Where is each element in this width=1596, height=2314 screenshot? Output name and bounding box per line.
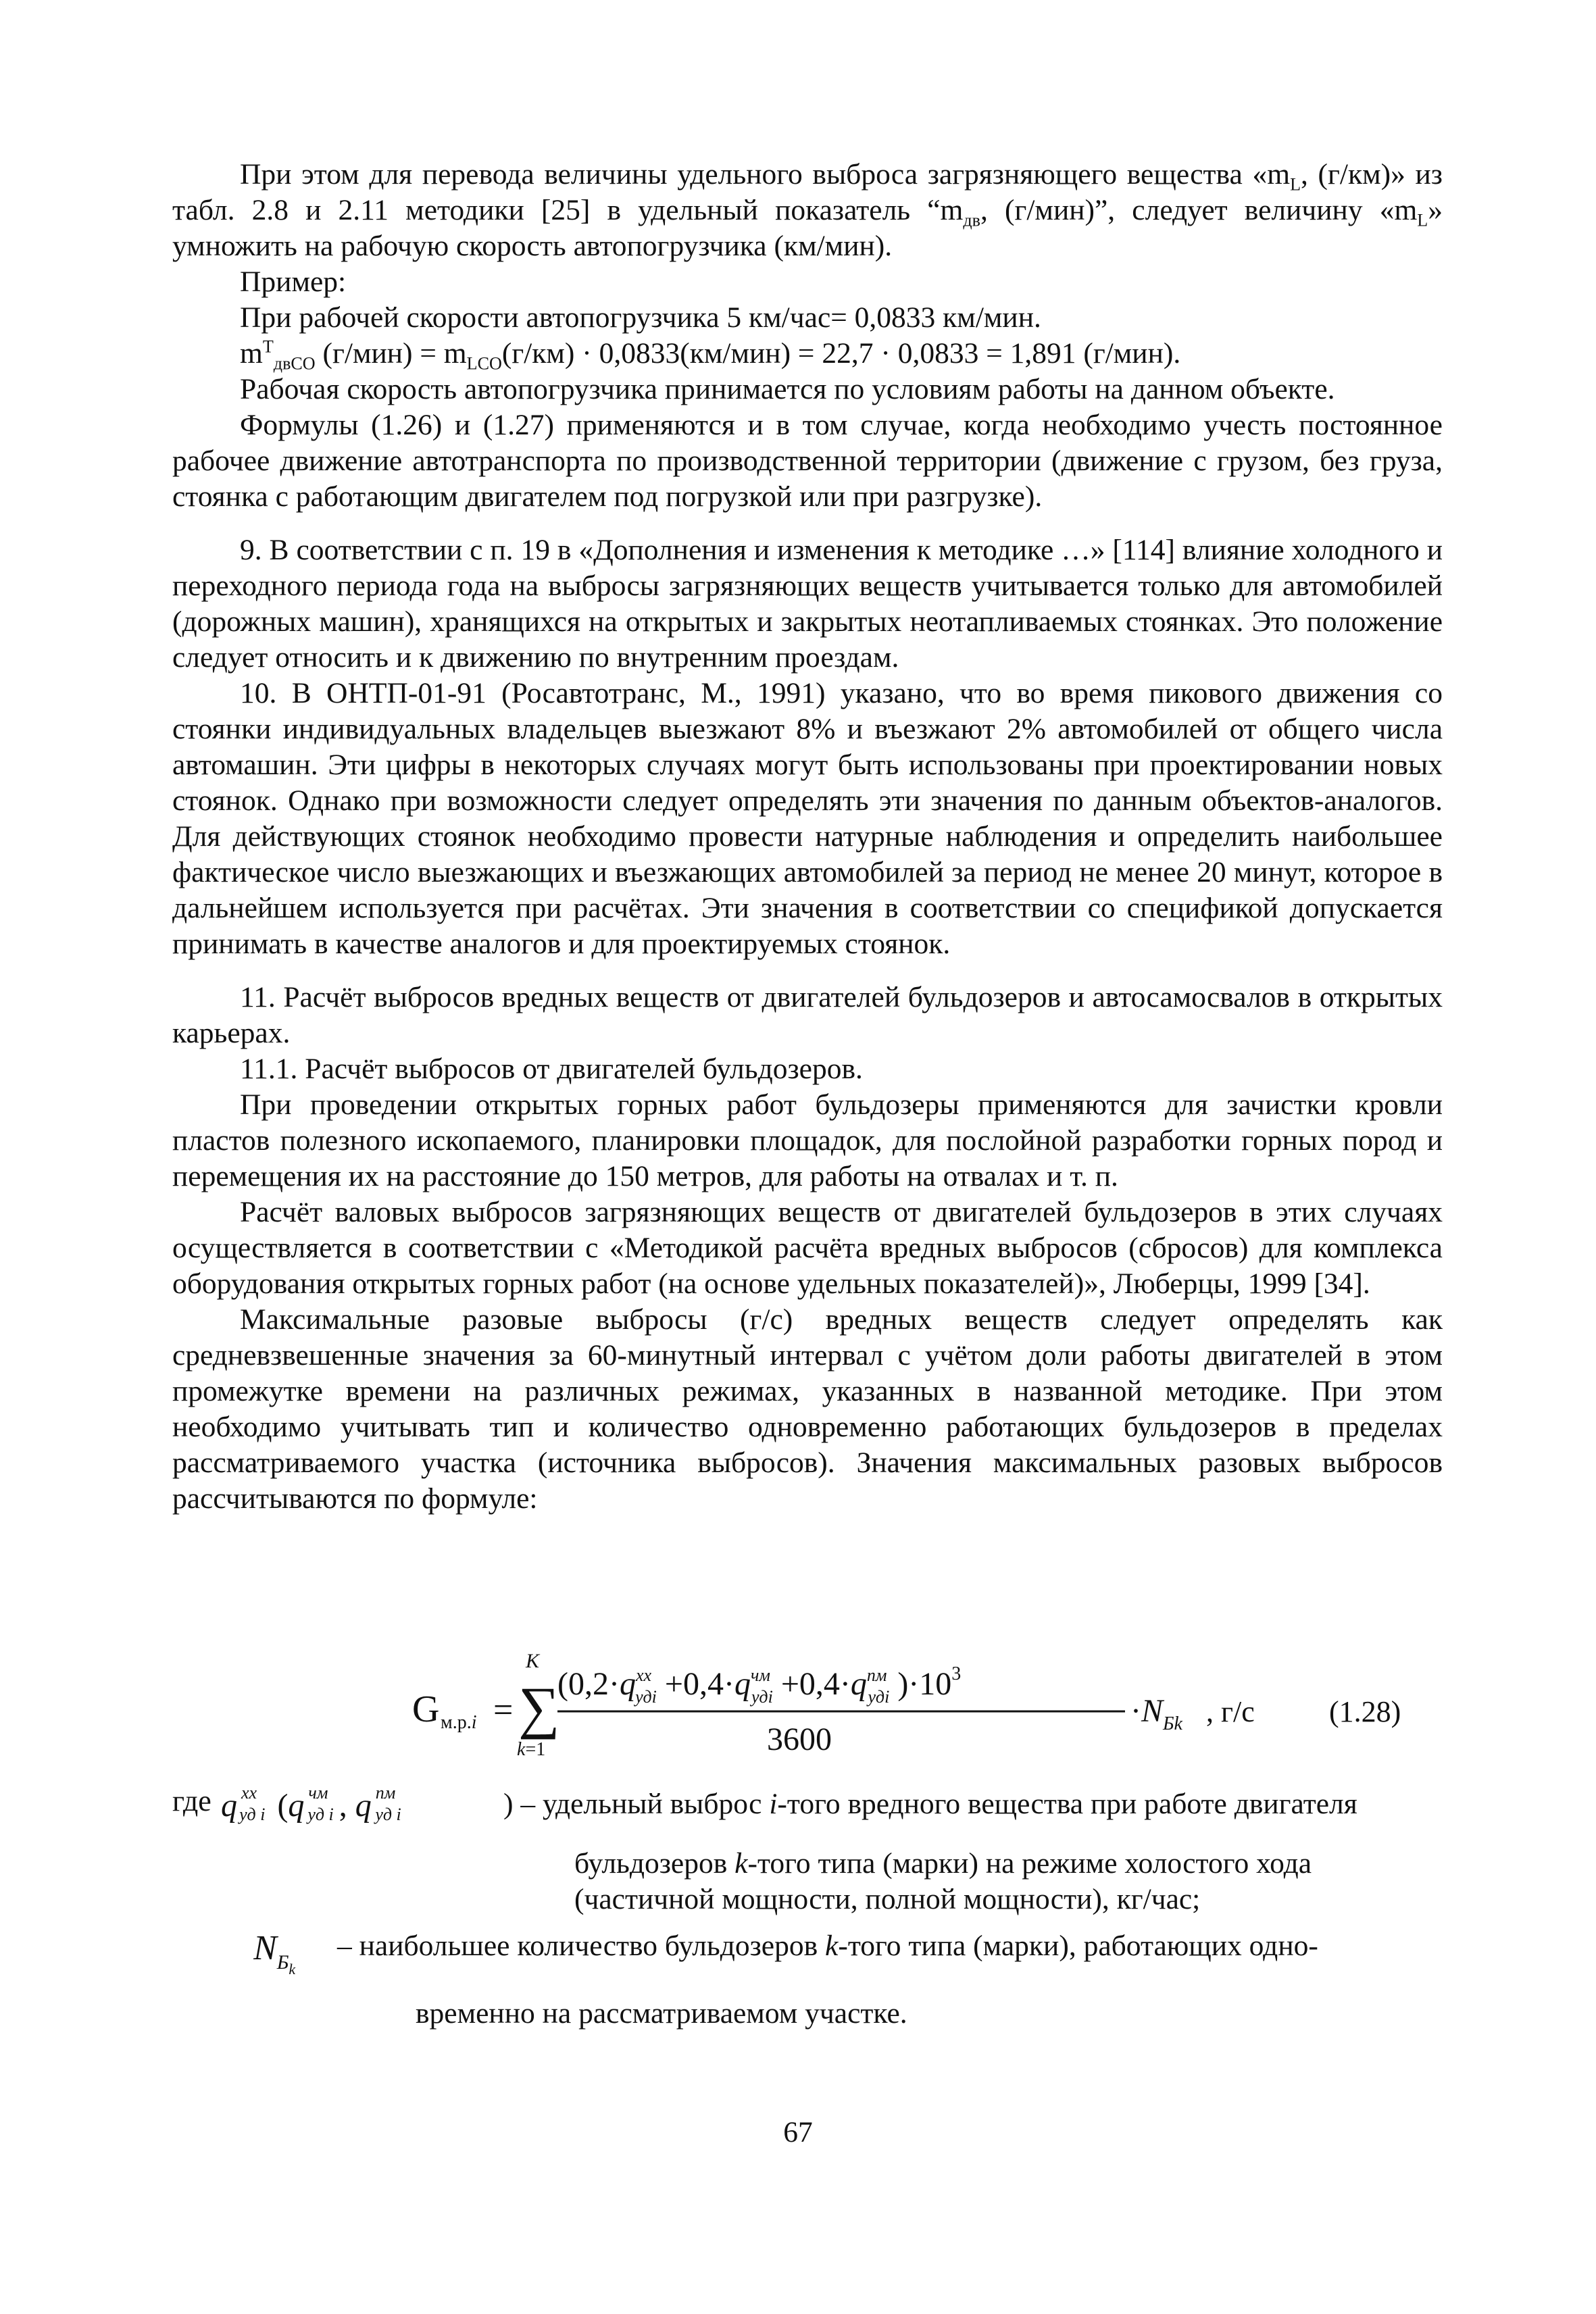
where-desc-1-line-2: бульдозеров k-того типа (марки) на режиме холостого хода	[574, 1847, 1312, 1880]
paragraph-max-emissions: Максимальные разовые выбросы (г/с) вредных веществ следует определять как средневзвешенные значения за 60-минутный интервал с учётом доли работы двигателей в этом промежутке времени на различных режимах, указанных в названной методике. При этом необходимо учитывать тип и количество одновременно работающих бульдозеров в пределах рассматриваемого участка (источника выбросов). Значения максимальных разовых выбросов рассчитываются по формуле:	[172, 1303, 1443, 1515]
paragraph-example-speed: При рабочей скорости автопогрузчика 5 км/час= 0,0833 км/мин.	[240, 301, 1041, 334]
paragraph-conversion: При этом для перевода величины удельного выброса загрязняющего вещества «$m_L$, (г/км)» из табл. 2.8 и 2.11 методики [25] в удельный показатель “$m_{дв}$, (г/мин)”, следует величину «$m_L$» умножить на рабочую скорость автопогрузчика (км/мин).	[172, 158, 1443, 262]
formula-lhs-subscript: м.р.i	[441, 1712, 477, 1733]
where-block	[172, 1784, 1443, 2032]
formula-equals: =	[493, 1691, 514, 1730]
formula-numerator: ($0,2\cdot q^{xx}$ удi $+0,4\cdot q^{чм}$ удi $+0,4\cdot q^{пм}$ удi )$\cdot 10^3$	[557, 1663, 962, 1707]
formula-units: , г/с	[1206, 1695, 1255, 1728]
where-desc-1-line-1: ) – удельный выброс i-того вредного вещества при работе двигателя	[503, 1788, 1357, 1820]
where-row-n	[172, 1924, 1443, 1978]
formula-sum-upper: K	[526, 1650, 540, 1672]
where-desc-2-line-2: временно на рассматриваемом участке.	[416, 1997, 907, 2030]
formula-lhs-G: G	[412, 1688, 440, 1730]
paragraph-example-calc: $m^T_{двCO}$ $(г/мин) = m_{LCO}(г/км) \cdot 0,0833(км/мин) = 22,7 \cdot 0,0833 = 1,891$ (г/мин).	[240, 336, 1181, 374]
paragraph-bulldozers-usage: При проведении открытых горных работ бульдозеры применяются для зачистки кровли пластов полезного ископаемого, планировки площадок, для послойной разработки горных пород и перемещения их на расстояние до 150 метров, для работы на отвалах и т. п.	[172, 1088, 1443, 1192]
paragraph-speed-condition: Рабочая скорость автопогрузчика принимается по условиям работы на данном объекте.	[240, 373, 1335, 405]
formula-1-28	[172, 1627, 1443, 1769]
formula-number: (1.28)	[1329, 1695, 1401, 1728]
formula-sum-lower: k=1	[517, 1739, 546, 1760]
paragraph-item-9: 9. В соответствии с п. 19 в «Дополнения и изменения к методике …» [114] влияние холодного и переходного периода года на выбросы загрязняющих веществ учитывается только для автомобилей (дорожных машин), хранящихся на открытых и закрытых неотапливаемых стоянках. Это положение следует относить и к движению по внутренним проездам.	[172, 534, 1443, 674]
where-symbols: q $^{xx}$ уд i (q $^{чм}$ уд i , q $^{пм}$ уд i	[221, 1784, 401, 1824]
paragraph-item-11-1: 11.1. Расчёт выбросов от двигателей бульдозеров.	[240, 1053, 863, 1085]
paragraph-formulas-applied: Формулы (1.26) и (1.27) применяются и в том случае, когда необходимо учесть постоянное рабочее движение автотранспорта по производственной территории (движение с грузом, без груза, стоянка с работающим двигателем под погрузкой или при разгрузке).	[172, 409, 1443, 513]
page-number: 67	[783, 2116, 813, 2148]
formula-denominator: 3600	[767, 1721, 832, 1757]
where-row-q	[172, 1784, 1443, 1828]
where-desc-1-continuation	[172, 1828, 1443, 1917]
formula-factor: $\cdot N_{Бk}$	[1130, 1693, 1182, 1734]
top-section	[172, 157, 1443, 1517]
where-desc-1-line-3: (частичной мощности, полной мощности), кг/час;	[574, 1883, 1201, 1915]
where-lead: где	[172, 1784, 211, 1817]
paragraph-item-11: 11. Расчёт выбросов вредных веществ от двигателей бульдозеров и автосамосвалов в открытых карьерах.	[172, 981, 1443, 1049]
paragraph-example-label: Пример:	[240, 266, 347, 298]
svg-text:NБk: $N_Бk$	[253, 1929, 296, 1978]
where-desc-2-line-1: – наибольшее количество бульдозеров k-того типа (марки), работающих одно-	[337, 1930, 1318, 1962]
paragraph-gross-emissions: Расчёт валовых выбросов загрязняющих веществ от двигателей бульдозеров в этих случаях осуществляется в соответствии с «Методикой расчёта вредных выбросов (сбросов) для комплекса оборудования открытых горных работ (на основе удельных показателей)», Люберцы, 1999 [34].	[172, 1196, 1443, 1300]
formula-graphic	[172, 1627, 1443, 1769]
paragraph-item-10: 10. В ОНТП-01-91 (Росавтотранс, М., 1991) указано, что во время пикового движения со стоянки индивидуальных владельцев выезжают 8% и въезжают 2% автомобилей от общего числа автомашин. Эти цифры в некоторых случаях могут быть использованы при проектировании новых стоянок. Однако при возможности следует определять эти значения по данным объектов-аналогов. Для действующих стоянок необходимо провести натурные наблюдения и определить наибольшее фактическое число выезжающих и въезжающих автомобилей за период не менее 20 минут, которое в дальнейшем используется при расчётах. Эти значения в соответствии со спецификой допускается принимать в качестве аналогов и для проектируемых стоянок.	[172, 677, 1443, 960]
formula-sum-sign: ∑	[518, 1675, 560, 1740]
